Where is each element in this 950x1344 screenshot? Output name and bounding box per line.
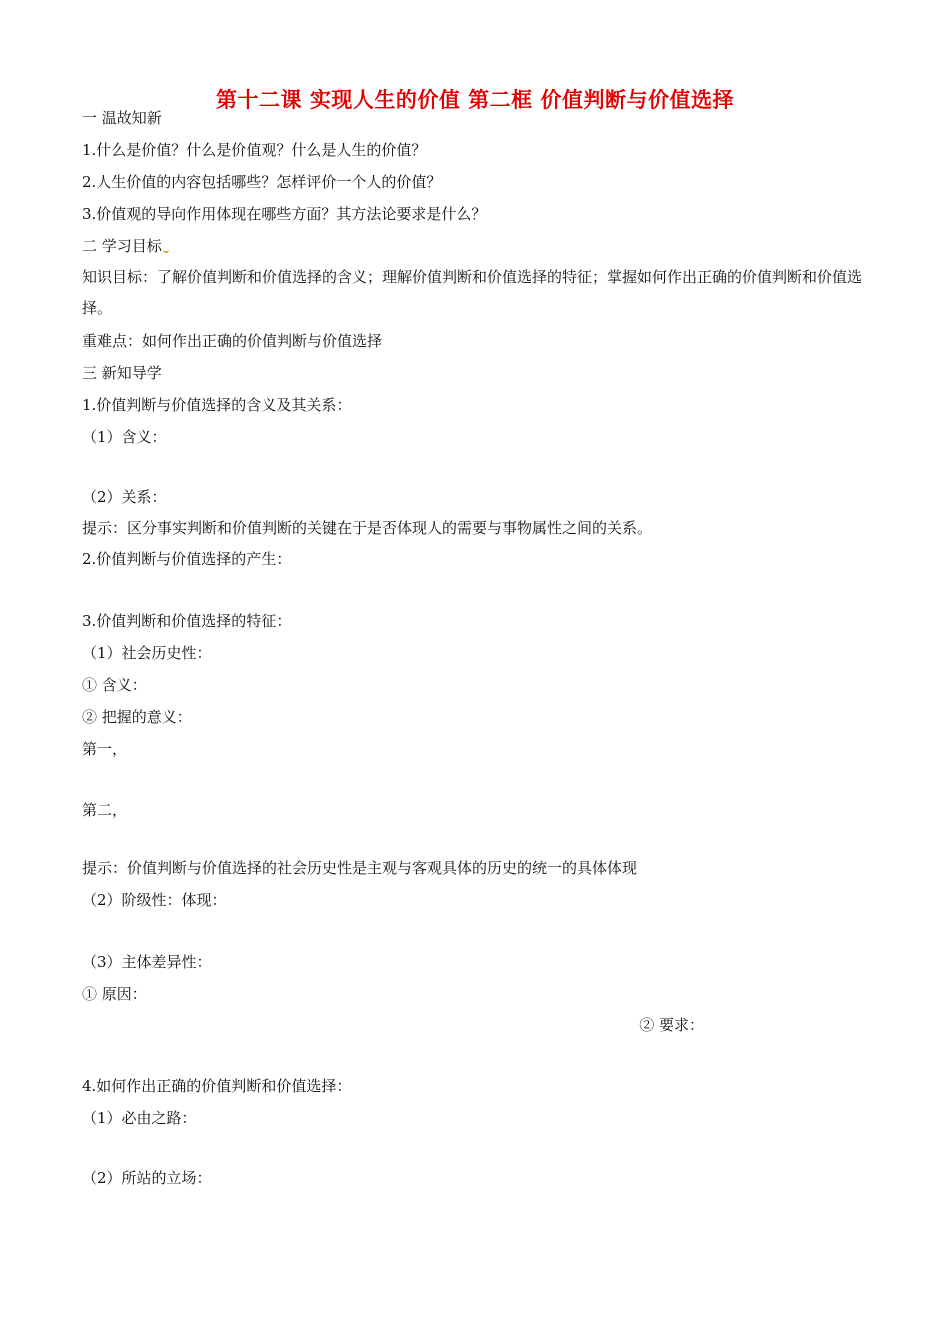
section-heading-review	[82, 108, 162, 128]
item-3-social-history	[82, 643, 212, 663]
item-4-path	[82, 1108, 197, 1128]
section-heading-new-knowledge	[82, 363, 162, 383]
item-1-relation	[82, 487, 167, 507]
reason	[82, 984, 147, 1004]
review-question-1	[82, 140, 426, 160]
text: （1）社会历史性：	[82, 644, 212, 662]
text: 提示：区分事实判断和价值判断的关键在于是否体现人的需要与事物属性之间的关系。	[82, 519, 653, 537]
text: （1）必由之路：	[82, 1109, 197, 1127]
item-3-heading	[82, 611, 291, 631]
item-1-heading	[82, 395, 351, 415]
edit-mark-icon	[163, 247, 169, 253]
text: （2）所站的立场：	[82, 1169, 212, 1187]
hint-2	[82, 858, 637, 878]
knowledge-goal	[82, 262, 872, 324]
text: 1.价值判断与价值选择的含义及其关系：	[82, 396, 352, 414]
item-3-class-nature	[82, 890, 227, 910]
text: ① 含义：	[82, 676, 147, 694]
item-3-subject-difference	[82, 952, 212, 972]
text: 4.如何作出正确的价值判断和价值选择：	[82, 1077, 352, 1095]
item-3-significance	[82, 707, 192, 727]
hint-1	[82, 518, 652, 538]
text: （1）含义：	[82, 428, 167, 446]
text: 二 学习目标	[82, 237, 162, 255]
text: （2）阶级性：体现：	[82, 891, 227, 909]
text: 知识目标：了解价值判断和价值选择的含义；理解价值判断和价值选择的特征；掌握如何作出正确的价值判断和价值选择。	[82, 268, 863, 317]
section-heading-goals	[82, 236, 169, 256]
text: ① 原因：	[82, 985, 147, 1003]
text: 3.价值判断和价值选择的特征：	[82, 612, 292, 630]
text: 一 温故知新	[82, 109, 162, 127]
requirement	[639, 1015, 704, 1035]
page-title: 第十二课 实现人生的价值 第二框 价值判断与价值选择	[216, 88, 734, 112]
text: ② 把握的意义：	[82, 708, 192, 726]
text: 第二，	[82, 801, 128, 819]
text: 1.什么是价值？什么是价值观？什么是人生的价值？	[82, 141, 427, 159]
item-2-heading	[82, 549, 291, 569]
review-question-3	[82, 204, 486, 224]
text: 三 新知导学	[82, 364, 162, 382]
text: ② 要求：	[639, 1016, 704, 1034]
text: 2.人生价值的内容包括哪些？怎样评价一个人的价值？	[82, 173, 442, 191]
point-first	[82, 739, 127, 759]
text: 2.价值判断与价值选择的产生：	[82, 550, 292, 568]
item-1-meaning	[82, 427, 167, 447]
text: （2）关系：	[82, 488, 167, 506]
item-3-meaning	[82, 675, 147, 695]
text: 3.价值观的导向作用体现在哪些方面？其方法论要求是什么？	[82, 205, 487, 223]
point-second	[82, 800, 127, 820]
text: 重难点：如何作出正确的价值判断与价值选择	[82, 332, 383, 350]
text: 第一，	[82, 740, 128, 758]
review-question-2	[82, 172, 441, 192]
item-4-stance	[82, 1168, 212, 1188]
text: 提示：价值判断与价值选择的社会历史性是主观与客观具体的历史的统一的具体体现	[82, 859, 638, 877]
text: （3）主体差异性：	[82, 953, 212, 971]
item-4-heading	[82, 1076, 351, 1096]
key-difficulty	[82, 331, 382, 351]
